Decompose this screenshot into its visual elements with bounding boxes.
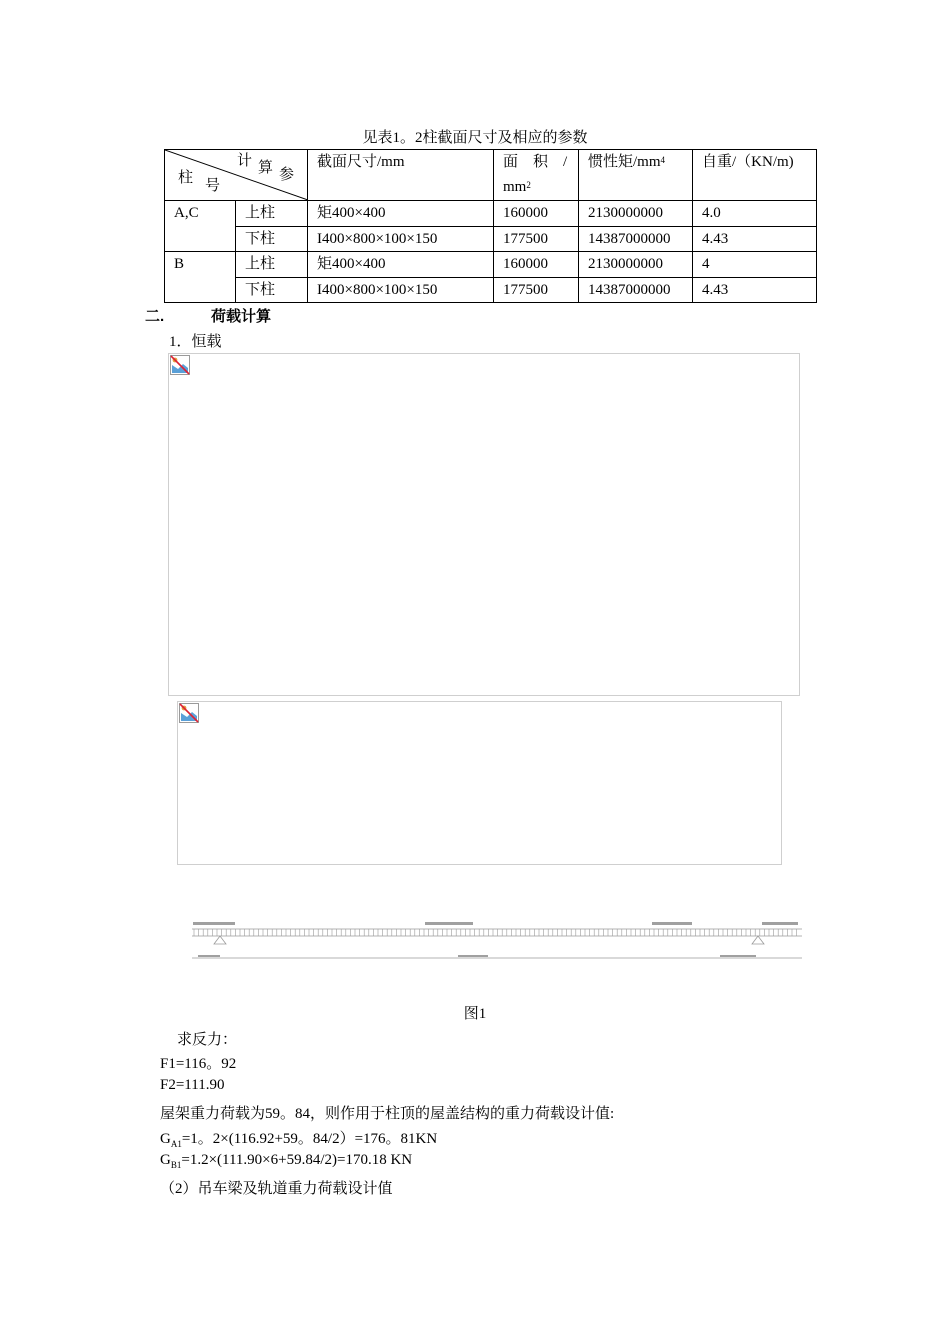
column-part-cell: 上柱 [236,201,308,227]
diag-header-char: 号 [205,178,221,194]
broken-image-placeholder [168,353,800,696]
header-area-line1: 面 积 / [503,154,568,170]
subsection-heading: 1．恒载 [169,334,222,350]
formula-ga1 [160,1127,437,1149]
header-inertia [579,150,693,201]
paragraph-line: F1=116。92 [160,1056,237,1072]
section-number: 二. [145,308,165,325]
broken-image-placeholder [177,701,782,865]
section-cell: I400×800×100×150 [308,226,494,252]
section-cell: I400×800×100×150 [308,277,494,303]
inertia-cell: 14387000000 [579,277,693,303]
table-row [165,201,817,227]
formula-subscript: A1 [170,1139,182,1149]
weight-cell: 4.0 [693,201,817,227]
section-cell: 矩400×400 [308,201,494,227]
column-part-cell: 上柱 [236,252,308,278]
paragraph-line: 屋架重力荷载为59。84，则作用于柱顶的屋盖结构的重力荷载设计值: [160,1106,615,1122]
header-inertia-label: 惯性矩/mm [588,154,661,170]
table-row [165,226,817,252]
inertia-cell: 2130000000 [579,201,693,227]
paragraph-line: （2）吊车梁及轨道重力荷载设计值 [160,1181,393,1197]
formula-symbol: G [160,1152,171,1168]
area-cell: 177500 [494,226,579,252]
formula-symbol: G [160,1131,171,1147]
area-cell: 160000 [494,252,579,278]
beam-supports [214,936,764,944]
beam-blurred-labels [193,922,798,957]
area-cell: 177500 [494,277,579,303]
column-parameters-table [164,149,817,303]
broken-image-icon [170,355,190,375]
figure-caption: 图1 [463,1006,487,1022]
column-part-cell: 下柱 [236,277,308,303]
diag-header-char: 算 [258,160,274,176]
section-cell: 矩400×400 [308,252,494,278]
weight-cell: 4.43 [693,226,817,252]
table-row [165,277,817,303]
column-part-cell: 下柱 [236,226,308,252]
diagonal-header-cell [165,150,308,201]
weight-cell: 4 [693,252,817,278]
paragraph-line: 求反力： [177,1032,238,1048]
paragraph-line: F2=111.90 [160,1077,225,1093]
table-row [165,252,817,278]
formula-subscript: B1 [170,1160,182,1170]
diag-header-char: 柱 [178,170,194,186]
formula-body: =1。2×(116.92+59。84/2）=176。81KN [181,1131,438,1147]
formula-gb1 [160,1152,412,1170]
distributed-load-arrows [194,929,797,936]
table-caption: 见表1。2柱截面尺寸及相应的参数 [362,130,588,146]
header-area [494,150,579,201]
inertia-cell: 2130000000 [579,252,693,278]
column-id-cell: A,C [165,201,236,252]
header-inertia-sup: 4 [660,155,666,165]
section-title: 荷载计算 [211,308,272,325]
diag-header-char: 参 [279,167,295,183]
area-cell: 160000 [494,201,579,227]
broken-image-icon [179,703,199,723]
header-area-sup: 2 [526,180,531,190]
beam-load-lines [192,929,802,958]
column-id-cell: B [165,252,236,303]
formula-body: =1.2×(111.90×6+59.84/2)=170.18 KN [181,1152,413,1168]
header-section-size: 截面尺寸/mm [308,150,494,201]
inertia-cell: 14387000000 [579,226,693,252]
table-header-row [165,150,817,201]
header-self-weight: 自重/（KN/m) [693,150,817,201]
beam-load-diagram [190,920,805,964]
diag-header-char: 计 [237,153,253,169]
section-heading [145,305,271,326]
header-area-unit: mm [503,179,527,195]
weight-cell: 4.43 [693,277,817,303]
